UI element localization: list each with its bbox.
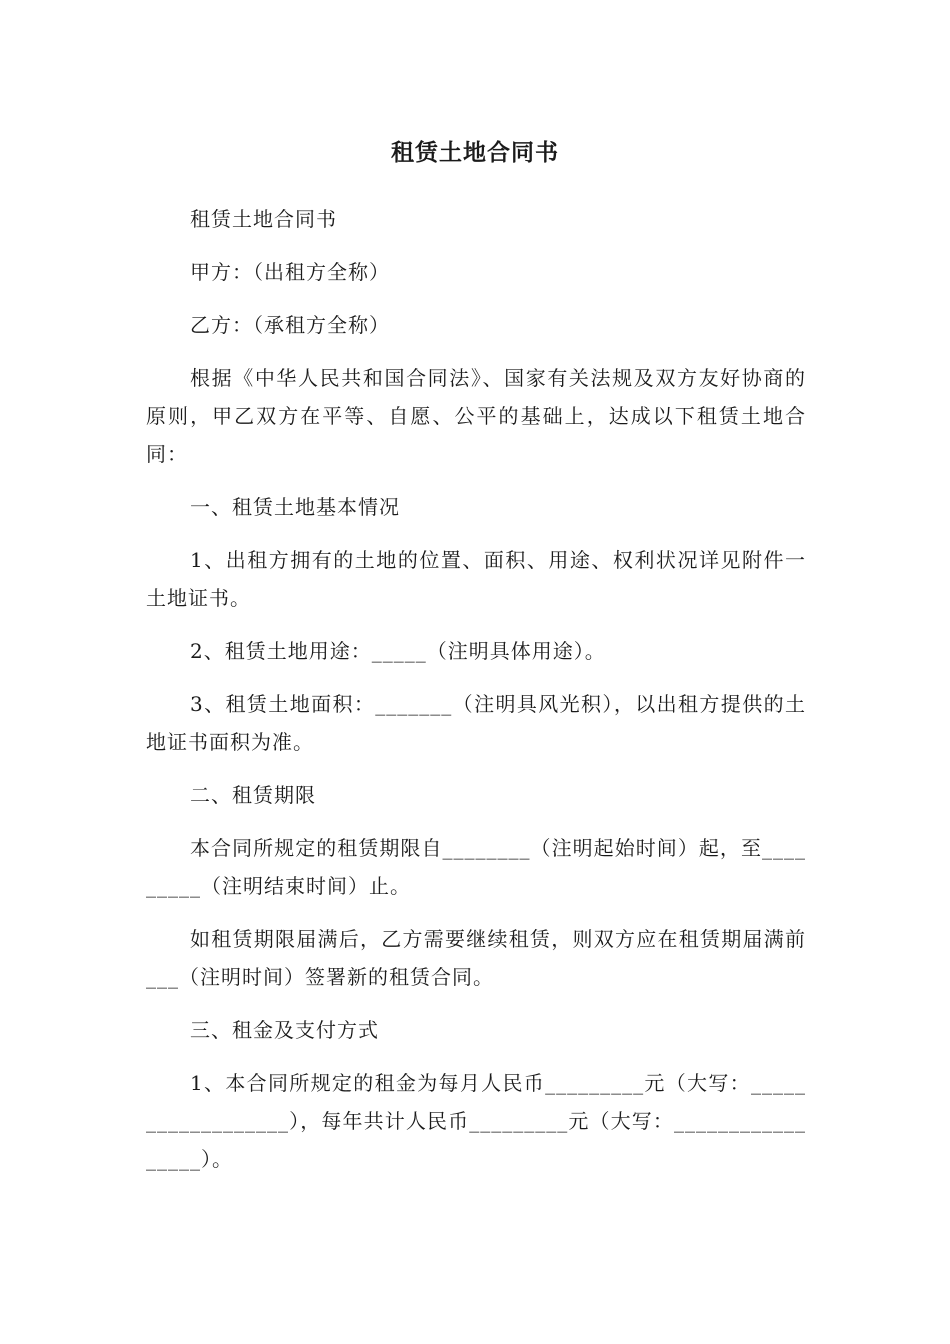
clause-1-1: 1、出租方拥有的土地的位置、面积、用途、权利状况详见附件一土地证书。 [146, 548, 806, 610]
section-heading-3: 三、租金及支付方式 [190, 1018, 379, 1042]
paragraph-preamble: 根据《中华人民共和国合同法》、国家有关法规及双方友好协商的原则，甲乙双方在平等、自愿、公平的基础上，达成以下租赁土地合同： [146, 366, 806, 466]
section-heading-1: 一、租赁土地基本情况 [190, 495, 400, 519]
clause-1-3: 3、租赁土地面积：_______（注明具风光积），以出租方提供的土地证书面积为准。 [146, 692, 806, 754]
clause-3-1: 1、本合同所规定的租金为每月人民币_________元（大写：__________________），每年共计人民币_________元（大写：_________________）。 [146, 1071, 806, 1171]
section-heading-2: 二、租赁期限 [190, 783, 316, 807]
paragraph-party-a: 甲方：（出租方全称） [190, 260, 390, 284]
document-title: 租赁土地合同书 [391, 140, 559, 166]
paragraph-heading: 租赁土地合同书 [190, 207, 337, 231]
paragraph-party-b: 乙方：（承租方全称） [190, 313, 390, 337]
document-body [146, 200, 806, 1193]
clause-2-2: 如租赁期限届满后，乙方需要继续租赁，则双方应在租赁期届满前___（注明时间）签署新的租赁合同。 [146, 927, 806, 989]
clause-2-1: 本合同所规定的租赁期限自________（注明起始时间）起，至_________（注明结束时间）止。 [146, 836, 806, 898]
clause-1-2: 2、租赁土地用途：_____（注明具体用途）。 [190, 639, 606, 663]
